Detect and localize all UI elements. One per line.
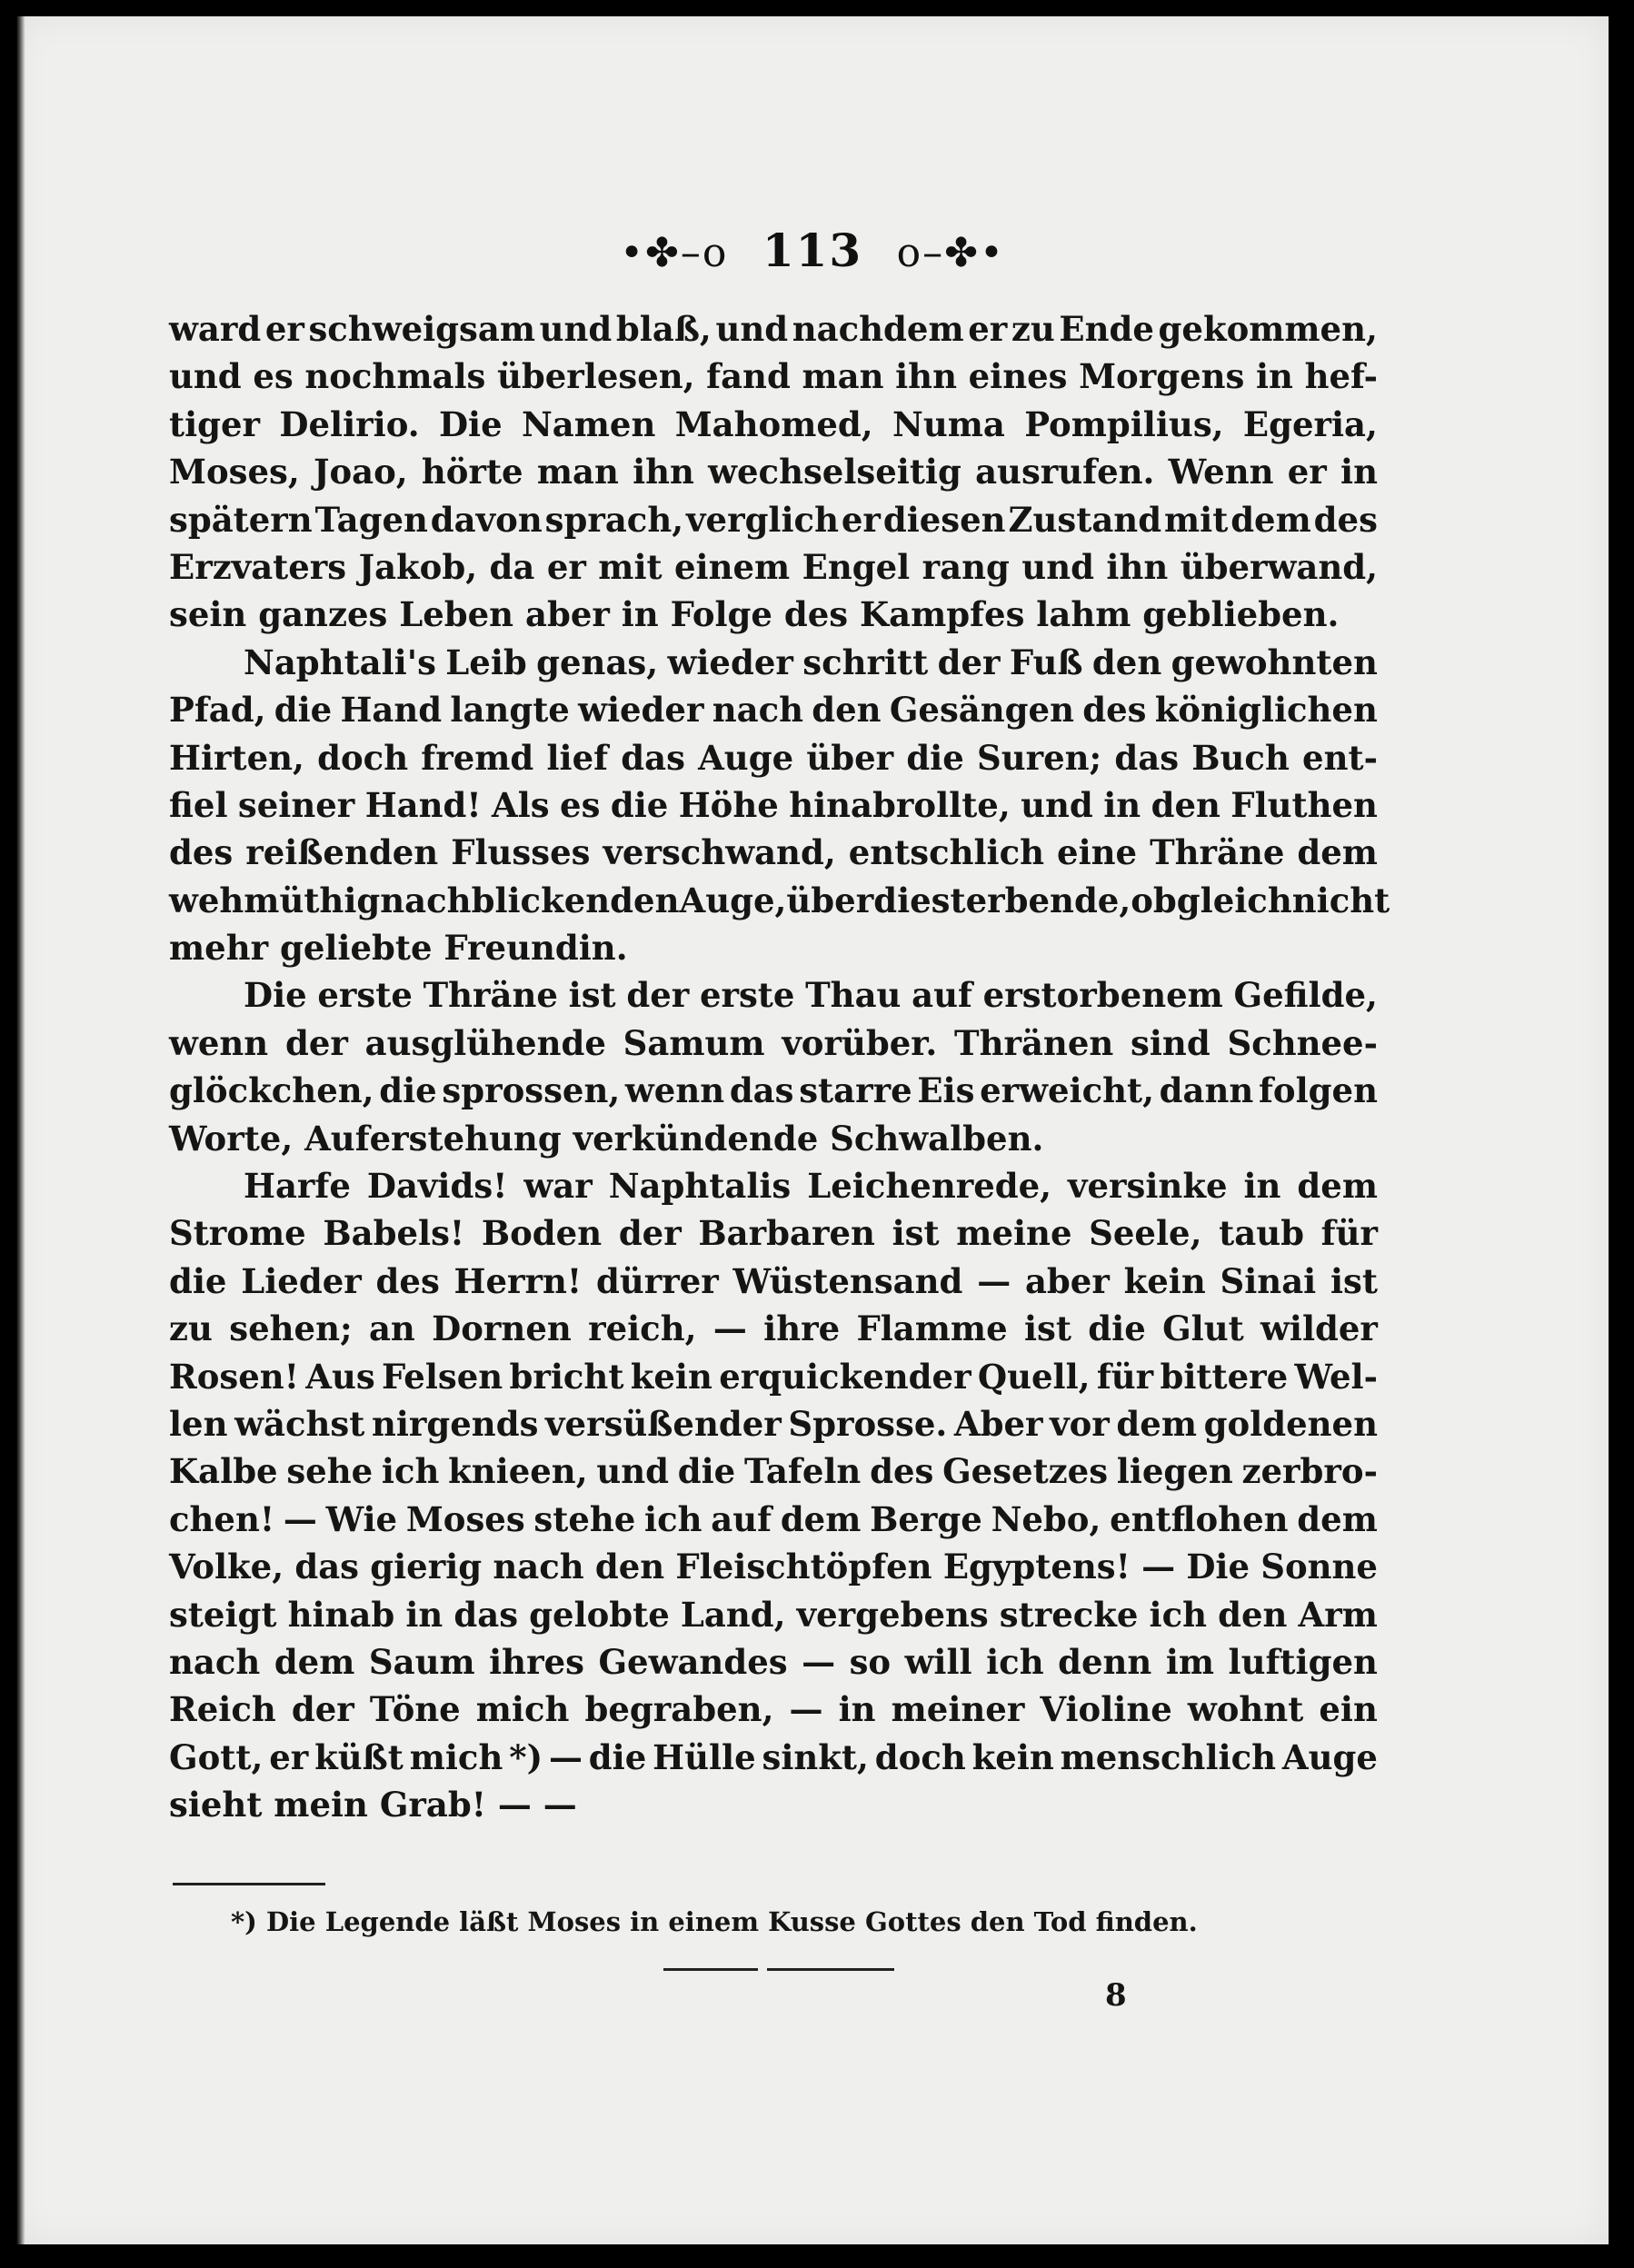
text-line: Die erste Thräne ist der erste Thau auf erstorbenem Gefilde, (244, 975, 1378, 1016)
text-line: Harfe Davids! war Naphtalis Leichenrede, versinke in dem (244, 1166, 1378, 1207)
text-line: wehmüthig nachblickenden Auge, über die sterbende, obgleich nicht (169, 880, 1390, 920)
end-rule-right (767, 1968, 894, 1971)
text-line: Pfad, die Hand langte wieder nach den Gesängen des königlichen (169, 690, 1378, 731)
ornament-right-icon: o–✤• (896, 230, 1005, 276)
text-line: Kalbe sehe ich knieen, und die Tafeln des Gesetzes liegen zerbro- (169, 1451, 1378, 1492)
text-line: spätern Tagen davon sprach, verglich er diesen Zustand mit dem des (169, 499, 1378, 540)
text-line: len wächst nirgends versüßender Sprosse. Aber vor dem goldenen (169, 1403, 1378, 1444)
text-line: fiel seiner Hand! Als es die Höhe hinabrollte, und in den Fluthen (169, 784, 1378, 825)
text-line: Reich der Töne mich begraben, — in meiner Violine wohnt ein (169, 1689, 1378, 1730)
text-line: Strome Babels! Boden der Barbaren ist meine Seele, taub für (169, 1213, 1378, 1254)
ornament-left-icon: •✤–o (620, 230, 729, 276)
footnote-rule (173, 1883, 325, 1885)
text-line: zu sehen; an Dornen reich, — ihre Flamme ist die Glut wilder (169, 1308, 1378, 1349)
text-line: Rosen! Aus Felsen bricht kein erquickender Quell, für bittere Wel- (169, 1356, 1378, 1397)
text-line: Gott, er küßt mich *) — die Hülle sinkt, doch kein menschlich Auge (169, 1736, 1378, 1777)
book-page (16, 16, 1609, 2244)
text-line: ward er schweigsam und blaß, und nachdem er zu Ende gekommen, (169, 309, 1378, 349)
body-text (169, 305, 1390, 1829)
text-line: Moses, Joao, hörte man ihn wechselseitig ausrufen. Wenn er in (169, 452, 1378, 492)
text-line: wenn der ausglühende Samum vorüber. Thränen sind Schnee- (169, 1022, 1378, 1063)
page-number: 113 (762, 224, 863, 277)
text-line: Hirten, doch fremd lief das Auge über die Suren; das Buch ent- (169, 737, 1378, 778)
text-line: tiger Delirio. Die Namen Mahomed, Numa Pompilius, Egeria, (169, 403, 1378, 444)
text-line: glöckchen, die sprossen, wenn das starre Eis erweicht, dann folgen (169, 1070, 1378, 1111)
page-header (16, 224, 1609, 277)
text-line: sieht mein Grab! — — (169, 1785, 577, 1825)
text-line: mehr geliebte Freundin. (169, 928, 628, 969)
text-line: Worte, Auferstehung verkündende Schwalben. (169, 1118, 1044, 1159)
text-line: chen! — Wie Moses stehe ich auf dem Berge Nebo, entflohen dem (169, 1498, 1378, 1539)
signature-mark: 8 (1105, 1977, 1127, 2014)
text-line: steigt hinab in das gelobte Land, vergebens strecke ich den Arm (169, 1594, 1378, 1635)
text-line: Volke, das gierig nach den Fleischtöpfen Egyptens! — Die Sonne (169, 1547, 1378, 1587)
text-line: nach dem Saum ihres Gewandes — so will ich denn im luftigen (169, 1641, 1378, 1682)
text-line: des reißenden Flusses verschwand, entschlich eine Thräne dem (169, 832, 1378, 873)
footnote: *) Die Legende läßt Moses in einem Kusse Gottes den Tod finden. (231, 1906, 1198, 1937)
end-rule-left (663, 1968, 758, 1971)
text-line: Erzvaters Jakob, da er mit einem Engel rang und ihn überwand, (169, 546, 1378, 587)
page-edge-shadow (16, 16, 25, 2244)
text-line: die Lieder des Herrn! dürrer Wüstensand — aber kein Sinai ist (169, 1260, 1378, 1301)
text-line: Naphtali's Leib genas, wieder schritt der Fuß den gewohnten (244, 642, 1378, 682)
text-line: und es nochmals überlesen, fand man ihn eines Morgens in hef- (169, 356, 1378, 397)
text-line: sein ganzes Leben aber in Folge des Kampfes lahm geblieben. (169, 594, 1340, 635)
